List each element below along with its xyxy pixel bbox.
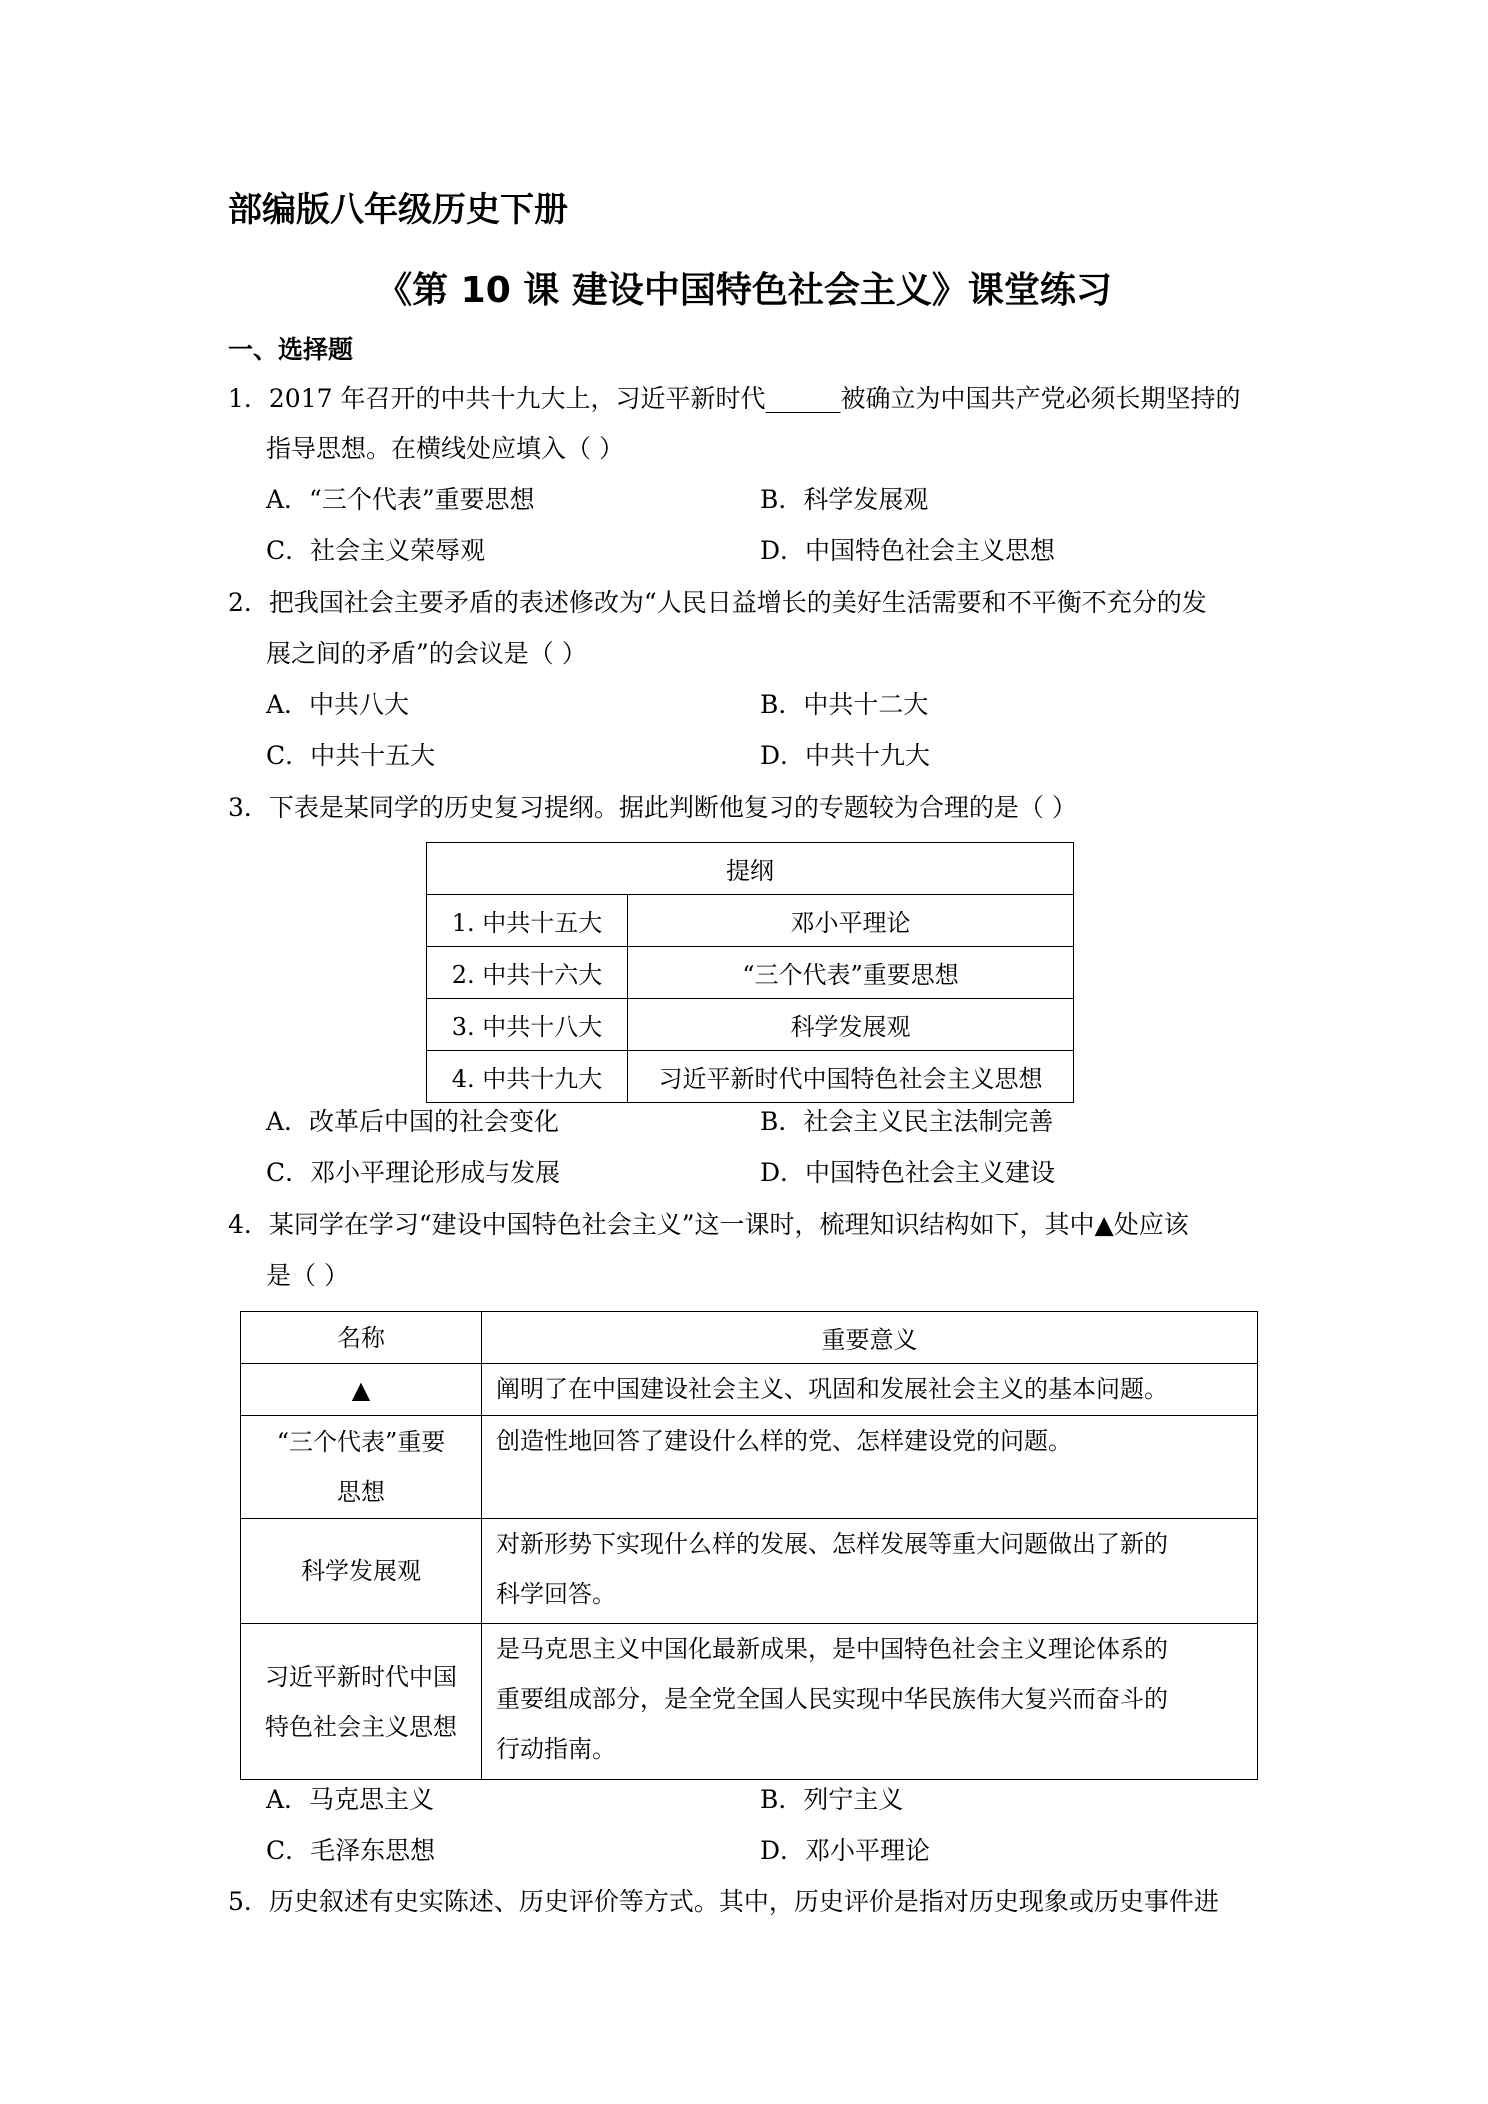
document-title: 《第 10 课 建设中国特色社会主义》课堂练习 xyxy=(376,270,1112,311)
question-4-line-2: 是（ ） xyxy=(266,1261,349,1290)
theory-name-cell: “三个代表”重要 思想 xyxy=(241,1416,482,1519)
significance-cell: 是马克思主义中国化最新成果，是中国特色社会主义理论体系的 重要组成部分，是全党全国人民实现中华民族伟大复兴而奋斗的 行动指南。 xyxy=(482,1624,1258,1780)
outline-congress-cell: 1. 中共十五大 xyxy=(427,895,628,947)
question-1-line-2: 指导思想。在横线处应填入（ ） xyxy=(266,434,624,463)
table-row xyxy=(241,1364,1258,1416)
question-4-option-c: C．毛泽东思想 xyxy=(266,1836,436,1865)
question-4-option-a: A．马克思主义 xyxy=(266,1785,435,1814)
knowledge-structure-table xyxy=(240,1311,1258,1780)
table-row xyxy=(427,999,1074,1051)
significance-cell: 对新形势下实现什么样的发展、怎样发展等重大问题做出了新的 科学回答。 xyxy=(482,1519,1258,1624)
significance-cell: 阐明了在中国建设社会主义、巩固和发展社会主义的基本问题。 xyxy=(482,1364,1258,1416)
table-row xyxy=(427,947,1074,999)
outline-congress-cell: 3. 中共十八大 xyxy=(427,999,628,1051)
outline-table-header-row xyxy=(427,843,1074,895)
outline-table-header: 提纲 xyxy=(427,843,1074,895)
question-4-line-1: 4．某同学在学习“建设中国特色社会主义”这一课时，梳理知识结构如下，其中▲处应该 xyxy=(228,1210,1189,1239)
outline-congress-cell: 4. 中共十九大 xyxy=(427,1051,628,1103)
question-3-option-d: D．中国特色社会主义建设 xyxy=(760,1158,1056,1187)
table-row xyxy=(427,1051,1074,1103)
question-3-option-a: A．改革后中国的社会变化 xyxy=(266,1107,560,1136)
document-subject: 部编版八年级历史下册 xyxy=(228,190,568,230)
table-row xyxy=(241,1519,1258,1624)
question-2-option-c: C．中共十五大 xyxy=(266,741,436,770)
section-heading: 一、选择题 xyxy=(228,335,354,364)
theory-name-cell: 科学发展观 xyxy=(241,1519,482,1624)
column-header-name: 名称 xyxy=(241,1312,482,1364)
table-row xyxy=(241,1416,1258,1519)
question-2-option-a: A．中共八大 xyxy=(266,690,410,719)
question-1-option-d: D．中国特色社会主义思想 xyxy=(760,536,1056,565)
knowledge-table-header-row xyxy=(241,1312,1258,1364)
question-1-option-c: C．社会主义荣辱观 xyxy=(266,536,486,565)
outline-theory-cell: 习近平新时代中国特色社会主义思想 xyxy=(628,1051,1074,1103)
question-3-option-b: B．社会主义民主法制完善 xyxy=(760,1107,1054,1136)
table-row xyxy=(427,895,1074,947)
question-1-option-b: B．科学发展观 xyxy=(760,485,929,514)
question-5-line-1: 5．历史叙述有史实陈述、历史评价等方式。其中，历史评价是指对历史现象或历史事件进 xyxy=(228,1887,1219,1916)
outline-table xyxy=(426,842,1074,1103)
question-2-line-2: 展之间的矛盾”的会议是（ ） xyxy=(266,639,587,668)
theory-name-cell: 习近平新时代中国 特色社会主义思想 xyxy=(241,1624,482,1780)
outline-theory-cell: 邓小平理论 xyxy=(628,895,1074,947)
outline-theory-cell: 科学发展观 xyxy=(628,999,1074,1051)
question-1-option-a: A．“三个代表”重要思想 xyxy=(266,485,535,514)
column-header-significance: 重要意义 xyxy=(482,1312,1258,1364)
triangle-placeholder-cell: ▲ xyxy=(241,1364,482,1416)
question-2-option-d: D．中共十九大 xyxy=(760,741,931,770)
question-2-line-1: 2．把我国社会主要矛盾的表述修改为“人民日益增长的美好生活需要和不平衡不充分的发 xyxy=(228,588,1207,617)
significance-cell: 创造性地回答了建设什么样的党、怎样建设党的问题。 xyxy=(482,1416,1258,1519)
outline-theory-cell: “三个代表”重要思想 xyxy=(628,947,1074,999)
question-3-line-1: 3．下表是某同学的历史复习提纲。据此判断他复习的专题较为合理的是（ ） xyxy=(228,793,1077,822)
table-row xyxy=(241,1624,1258,1780)
question-4-option-b: B．列宁主义 xyxy=(760,1785,904,1814)
question-2-option-b: B．中共十二大 xyxy=(760,690,929,719)
question-4-option-d: D．邓小平理论 xyxy=(760,1836,931,1865)
question-1-line-1: 1．2017 年召开的中共十九大上，习近平新时代______被确立为中国共产党必须长期坚持的 xyxy=(228,384,1241,413)
question-3-option-c: C．邓小平理论形成与发展 xyxy=(266,1158,561,1187)
outline-congress-cell: 2. 中共十六大 xyxy=(427,947,628,999)
